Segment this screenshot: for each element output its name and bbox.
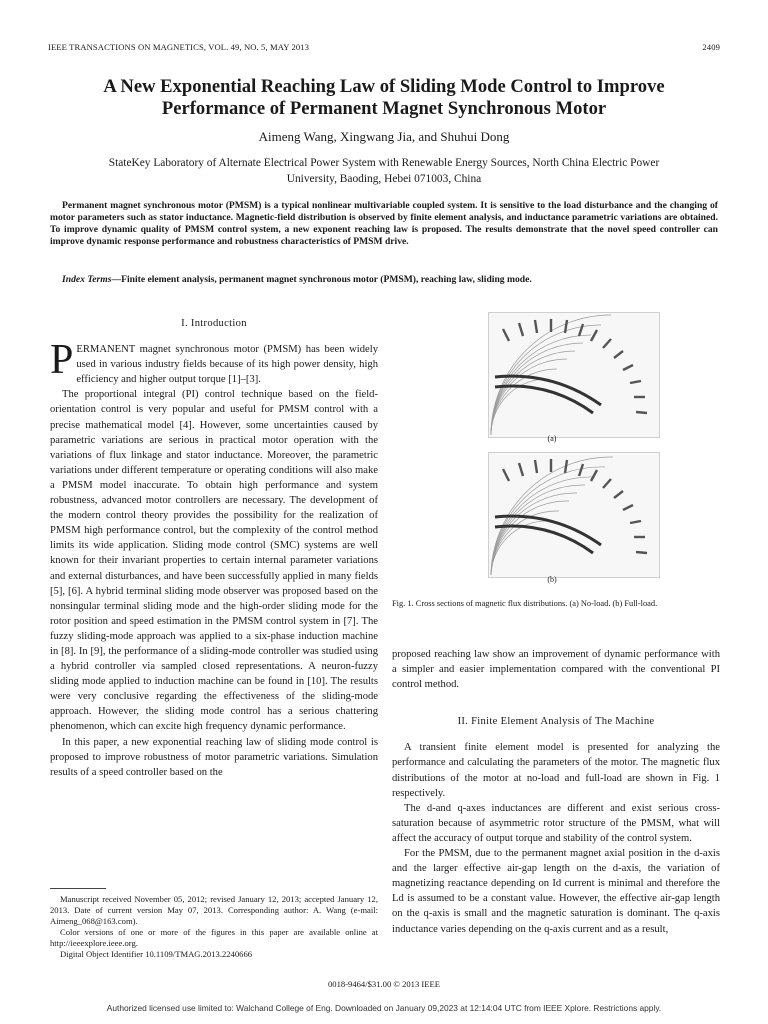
- footnote-rule: [50, 888, 106, 889]
- figure-1b-label: (b): [547, 575, 557, 584]
- figure-1a-flux-no-load: [488, 312, 660, 438]
- footnote-color: Color versions of one or more of the figures in this paper are available online at http://ieeexplore.ieee.org.: [50, 927, 378, 948]
- index-terms: [50, 274, 718, 285]
- flux-distribution-no-load: [489, 313, 659, 437]
- intro-paragraph-1: [50, 337, 378, 387]
- left-column: [50, 316, 378, 780]
- index-terms-label: Index Terms: [62, 274, 112, 285]
- footnote-manuscript: Manuscript received November 05, 2012; revised January 12, 2013; accepted January 12, 2013. Date of current version May 07, 2013. Corresponding author: A. Wang (e-mail: Aimeng_068@163.com).: [50, 894, 378, 926]
- journal-name: IEEE TRANSACTIONS ON MAGNETICS, VOL. 49, NO. 5, MAY 2013: [48, 42, 310, 52]
- intro-paragraph-3: In this paper, a new exponential reaching law of sliding mode control is proposed to improve robustness of motor parametric variations. Simulation results of a speed controller based on the: [50, 736, 378, 778]
- section-1-heading: I. Introduction: [181, 318, 247, 329]
- license-notice: Authorized licensed use limited to: Walchand College of Eng. Downloaded on January 09,2023 at 12:14:04 UTC from IEEE Xplore. Restrictions apply.: [106, 1003, 662, 1013]
- affiliation: [60, 155, 708, 187]
- intro-paragraph-2: The proportional integral (PI) control technique based on the field-orientation control is very popular and useful for PMSM control with a precise mathematical model [4]. However, some uncertainties caused by parametric variations are serious in practical motor operation with the variations of flux linkage and stator inductance. Moreover, the parametric variations under different temperature or operating conditions will also make a PMSM model inaccurate. To obtain high performance and system robustness, advanced motor controllers are necessary. The development of the modern control theory provides the possibility for the realization of PMSM high performance control, but the complexity of the control method limits its wide application. Sliding mode control (SMC) systems are well known for their invariant properties to certain internal parameter variations and external disturbances, and have been successfully applied in many fields [5], [6]. A hybrid terminal sliding mode observer was proposed based on the nonsingular terminal sliding mode and the high-order sliding mode for the rotor position and speed estimation in the PMSM control system in [7]. The fuzzy sliding-mode approach was applied to a six-phase induction machine in [8]. In [9], the performance of a sliding-mode controller was studied using a hybrid controller via sampled closed representations. A neuron-fuzzy sliding mode applied to induction machine can be found in [10]. The results were very conclusive regarding the effectiveness of the sliding-mode approach. However, the sliding mode control has a serious chattering phenomenon, which can excite high frequency dynamic performance.: [50, 389, 378, 733]
- abstract: Permanent magnet synchronous motor (PMSM) is a typical nonlinear multivariable coupled system. It is sensitive to the load disturbance and the changing of motor parameters such as stator inductance. Magnetic-field distribution is observed by finite element analysis, and inductance parametric variations are obtained. To improve dynamic quality of PMSM control system, a new exponent reaching law is proposed. The results demonstrate that the novel speed controller can improve dynamic response performance and robustness characteristics of PMSM drive.: [50, 200, 718, 247]
- section-2-paragraph-3: For the PMSM, due to the permanent magnet axial position in the d-axis and the larger effective air-gap length on the d-axis, the variation of magnetizing reactance depending on Id current is minimal and therefore the Ld is assumed to be a constant value. However, the effective air-gap length on the q-axis is small and the magnetic saturation is dominant. The q-axis inductance varies depending on the q-axis current and as a result,: [392, 848, 720, 935]
- section-2-heading: II. Finite Element Analysis of The Machine: [457, 716, 655, 728]
- section-2-paragraph-1: A transient finite element model is presented for analyzing the performance and calculating the parameters of the motor. The magnetic flux distributions of the motor at no-load and full-load are shown in Fig. 1 respectively.: [392, 742, 720, 799]
- figure-1a-label: (a): [547, 434, 557, 443]
- page-number: 2409: [702, 42, 720, 52]
- drop-cap: P: [50, 337, 74, 384]
- section-2-paragraph-2: The d-and q-axes inductances are different and exist serious cross-saturation because of asymmetric rotor structure of the PMSM, what will affect the accuracy of output torque and stability of the control system.: [392, 802, 720, 844]
- index-terms-text: —Finite element analysis, permanent magnet synchronous motor (PMSM), reaching law, sliding mode.: [111, 274, 532, 285]
- right-continuation-paragraph: proposed reaching law show an improvement of dynamic performance with a simpler and easier implementation compared with the conventional PI control method.: [392, 649, 720, 691]
- paper-title: [40, 76, 728, 120]
- author-list: Aimeng Wang, Xingwang Jia, and Shuhui Dong: [258, 129, 510, 144]
- figure-1-caption: Fig. 1. Cross sections of magnetic flux distributions. (a) No-load. (b) Full-load.: [392, 599, 658, 608]
- running-head: [48, 42, 720, 52]
- affiliation-line-1: StateKey Laboratory of Alternate Electrical Power System with Renewable Energy Sources, North China Electric Power: [108, 157, 660, 169]
- right-column: [392, 647, 720, 937]
- flux-distribution-full-load: [489, 453, 659, 577]
- figure-1b-flux-full-load: [488, 452, 660, 578]
- issn-copyright: 0018-9464/$31.00 © 2013 IEEE: [327, 979, 441, 989]
- footnote-doi: Digital Object Identifier 10.1109/TMAG.2013.2240666: [60, 949, 253, 959]
- intro-paragraph-1-text: ERMANENT magnet synchronous motor (PMSM) has been widely used in various industry fields because of its high power density, high efficiency and higher output torque [1]–[3].: [76, 344, 378, 386]
- footnote: [50, 894, 378, 960]
- title-line-2: Performance of Permanent Magnet Synchronous Motor: [161, 98, 607, 119]
- affiliation-line-2: University, Baoding, Hebei 071003, China: [286, 173, 482, 185]
- title-line-1: A New Exponential Reaching Law of Sliding Mode Control to Improve: [103, 76, 665, 97]
